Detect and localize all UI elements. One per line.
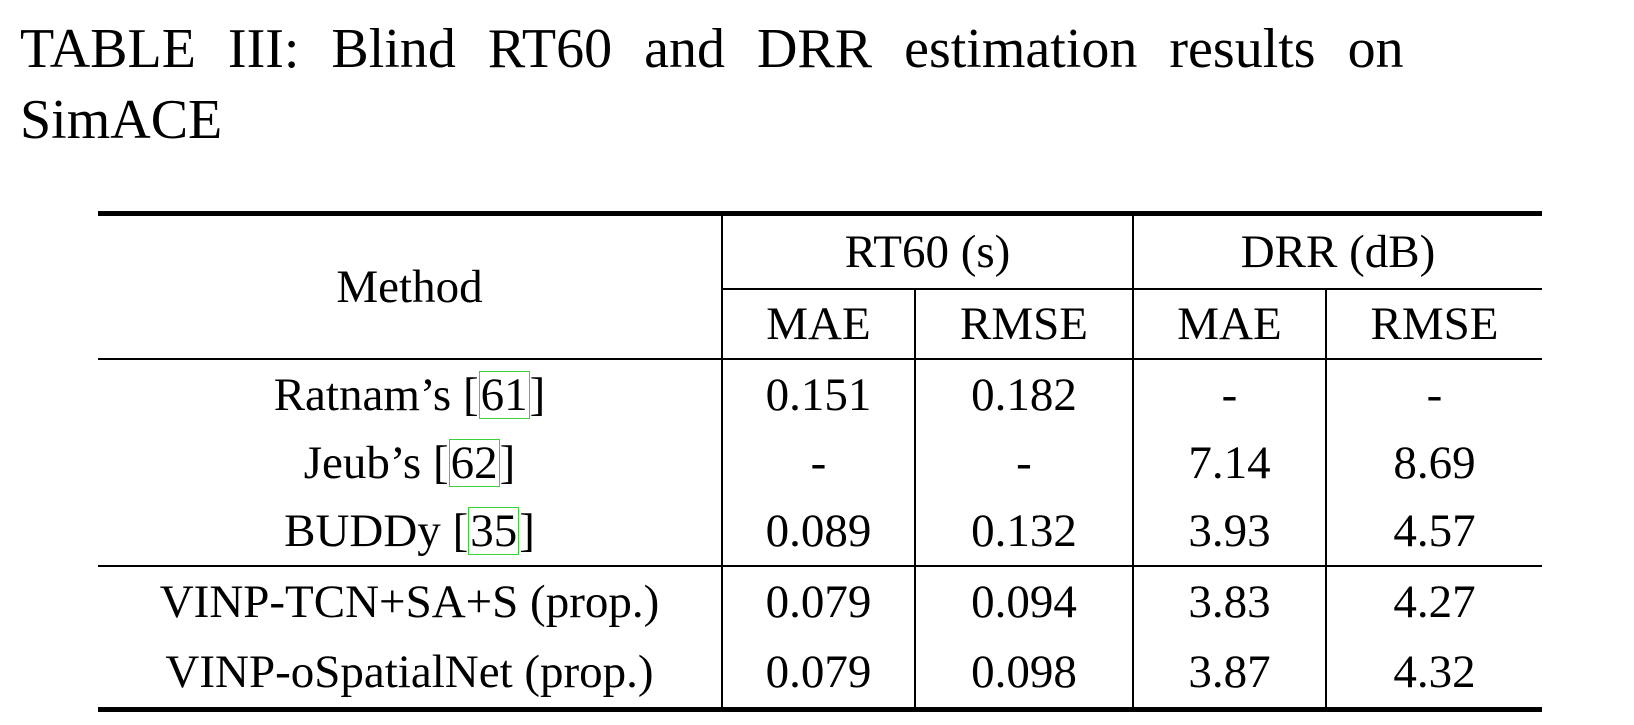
citation-link[interactable]: 61: [480, 368, 528, 421]
header-drr: DRR (dB): [1133, 214, 1542, 290]
drr-rmse-cell: -: [1326, 359, 1542, 429]
method-cell: BUDDy [35]: [284, 505, 535, 557]
method-cell: VINP-oSpatialNet (prop.): [98, 637, 722, 710]
table-row: [98, 359, 1542, 429]
citation-link[interactable]: 35: [470, 505, 518, 557]
drr-rmse-cell: 4.57: [1326, 497, 1542, 566]
drr-mae-cell: 3.83: [1133, 566, 1326, 637]
drr-rmse-cell: 4.27: [1326, 566, 1542, 637]
citation-link[interactable]: 62: [450, 437, 498, 489]
drr-rmse-cell: 4.32: [1326, 637, 1542, 710]
rt60-rmse-cell: 0.132: [915, 497, 1133, 566]
drr-mae-cell: 3.87: [1133, 637, 1326, 710]
header-rt60: RT60 (s): [722, 214, 1133, 290]
rt60-mae-cell: -: [722, 429, 915, 497]
table-caption: [20, 14, 1622, 156]
caption-line-2: SimACE: [20, 89, 223, 151]
drr-mae-cell: 3.93: [1133, 497, 1326, 566]
table-row: [98, 429, 1542, 497]
header-row-groups: [98, 214, 1542, 290]
header-drr-mae: MAE: [1133, 289, 1326, 359]
rt60-rmse-cell: 0.098: [915, 637, 1133, 710]
drr-rmse-cell: 8.69: [1326, 429, 1542, 497]
drr-mae-cell: -: [1133, 359, 1326, 429]
caption-line-1: TABLE III: Blind RT60 and DRR estimation results on: [20, 18, 1404, 80]
method-cell: Jeub’s [62]: [303, 437, 516, 489]
drr-mae-cell: 7.14: [1133, 429, 1326, 497]
method-cell: Ratnam’s [61]: [98, 359, 722, 429]
rt60-mae-cell: 0.079: [722, 637, 915, 710]
table-row: [98, 497, 1542, 566]
header-rt60-mae: MAE: [722, 289, 915, 359]
header-drr-rmse: RMSE: [1326, 289, 1542, 359]
rt60-mae-cell: 0.089: [722, 497, 915, 566]
header-method: Method: [98, 214, 722, 360]
results-table: [98, 211, 1542, 712]
method-cell: VINP-TCN+SA+S (prop.): [98, 566, 722, 637]
method-name: Ratnam’s: [273, 368, 452, 421]
table-row-proposed: [98, 566, 1542, 637]
rt60-mae-cell: 0.151: [722, 359, 915, 429]
rt60-mae-cell: 0.079: [722, 566, 915, 637]
rt60-rmse-cell: 0.182: [915, 359, 1133, 429]
table-row-proposed: [98, 637, 1542, 710]
method-name: Jeub’s: [303, 437, 422, 489]
header-rt60-rmse: RMSE: [915, 289, 1133, 359]
rt60-rmse-cell: 0.094: [915, 566, 1133, 637]
rt60-rmse-cell: -: [915, 429, 1133, 497]
method-name: BUDDy: [284, 505, 441, 557]
